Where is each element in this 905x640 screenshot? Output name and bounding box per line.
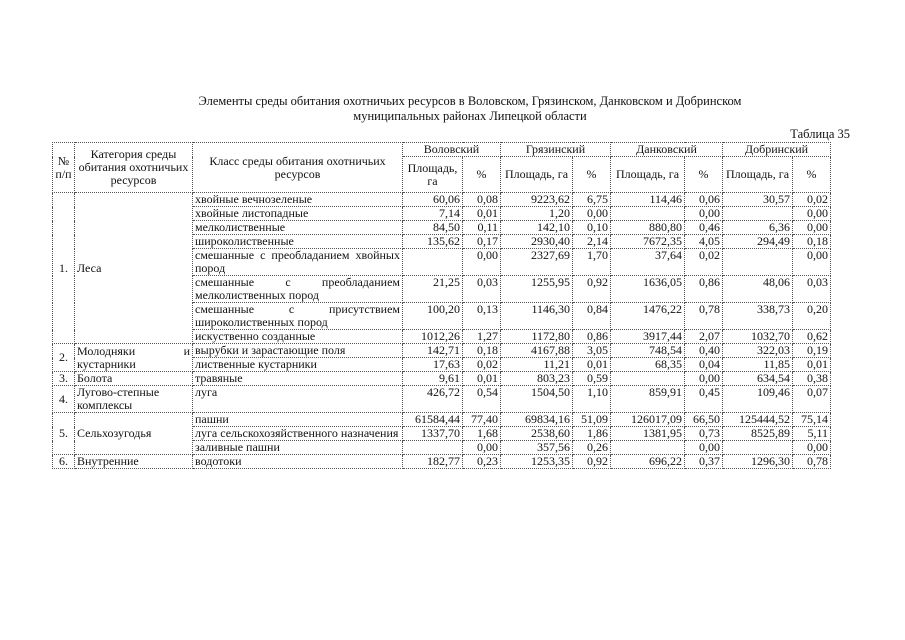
area-value: 100,20 [403, 303, 463, 330]
header-percent: % [463, 157, 501, 193]
row-category: Лугово-степные комплексы [75, 386, 193, 413]
percent-value: 0,18 [463, 344, 501, 358]
area-value: 1255,95 [501, 276, 573, 303]
area-value: 294,49 [723, 235, 793, 249]
area-value: 7672,35 [611, 235, 685, 249]
percent-value: 5,11 [793, 427, 831, 441]
percent-value: 0,73 [685, 427, 723, 441]
area-value [723, 249, 793, 276]
row-category: Леса [75, 193, 193, 344]
area-value [611, 372, 685, 386]
table-number: Таблица 35 [790, 127, 850, 141]
row-number: 3. [53, 372, 75, 386]
header-area: Площадь, га [403, 157, 463, 193]
row-class: лиственные кустарники [193, 358, 403, 372]
table-row [53, 372, 831, 386]
row-category: Сельхозугодья [75, 413, 193, 455]
percent-value: 0,18 [793, 235, 831, 249]
percent-value: 0,20 [793, 303, 831, 330]
percent-value: 0,54 [463, 386, 501, 413]
percent-value: 1,10 [573, 386, 611, 413]
row-class: водотоки [193, 455, 403, 469]
row-class: искуственно созданные [193, 330, 403, 344]
header-percent: % [793, 157, 831, 193]
area-value: 4167,88 [501, 344, 573, 358]
row-number: 6. [53, 455, 75, 469]
percent-value: 0,06 [685, 193, 723, 207]
area-value: 2930,40 [501, 235, 573, 249]
percent-value: 0,00 [793, 207, 831, 221]
area-value: 1337,70 [403, 427, 463, 441]
area-value: 114,46 [611, 193, 685, 207]
percent-value: 0,01 [573, 358, 611, 372]
header-district: Добринский [723, 143, 831, 157]
percent-value: 0,01 [463, 207, 501, 221]
area-value: 803,23 [501, 372, 573, 386]
percent-value: 0,00 [573, 207, 611, 221]
percent-value: 77,40 [463, 413, 501, 427]
percent-value: 75,14 [793, 413, 831, 427]
row-class: мелколиственные [193, 221, 403, 235]
area-value: 1504,50 [501, 386, 573, 413]
row-class: луга [193, 386, 403, 413]
area-value: 1253,35 [501, 455, 573, 469]
area-value: 6,36 [723, 221, 793, 235]
percent-value: 0,00 [793, 441, 831, 455]
percent-value: 0,11 [463, 221, 501, 235]
row-number: 2. [53, 344, 75, 372]
area-value: 696,22 [611, 455, 685, 469]
area-value [723, 207, 793, 221]
area-value: 48,06 [723, 276, 793, 303]
area-value: 142,71 [403, 344, 463, 358]
percent-value: 0,84 [573, 303, 611, 330]
area-value: 9,61 [403, 372, 463, 386]
header-row [53, 143, 831, 157]
row-class: смешанные с присутствием широколиственных пород [193, 303, 403, 330]
area-value [403, 249, 463, 276]
header-district: Воловский [403, 143, 501, 157]
row-class: хвойные вечнозеленые [193, 193, 403, 207]
percent-value: 0,92 [573, 276, 611, 303]
percent-value: 1,27 [463, 330, 501, 344]
table-row [53, 413, 831, 427]
area-value: 1146,30 [501, 303, 573, 330]
row-class: смешанные с преобладанием мелколиственных пород [193, 276, 403, 303]
percent-value: 0,19 [793, 344, 831, 358]
percent-value: 0,62 [793, 330, 831, 344]
area-value: 84,50 [403, 221, 463, 235]
area-value: 1172,80 [501, 330, 573, 344]
percent-value: 0,23 [463, 455, 501, 469]
header-district: Данковский [611, 143, 723, 157]
header-percent: % [685, 157, 723, 193]
area-value: 2327,69 [501, 249, 573, 276]
percent-value: 0,02 [463, 358, 501, 372]
area-value [723, 441, 793, 455]
header-class: Класс среды обитания охотничьих ресурсов [193, 143, 403, 193]
area-value: 3917,44 [611, 330, 685, 344]
percent-value: 0,00 [685, 441, 723, 455]
area-value: 109,46 [723, 386, 793, 413]
percent-value: 0,03 [793, 276, 831, 303]
row-class: смешанные с преобладанием хвойных пород [193, 249, 403, 276]
percent-value: 0,01 [793, 358, 831, 372]
area-value: 17,63 [403, 358, 463, 372]
area-value: 182,77 [403, 455, 463, 469]
area-value: 1032,70 [723, 330, 793, 344]
row-category: Молодняки и кустарники [75, 344, 193, 372]
area-value [611, 441, 685, 455]
area-value: 30,57 [723, 193, 793, 207]
row-class: травяные [193, 372, 403, 386]
area-value: 322,03 [723, 344, 793, 358]
percent-value: 1,86 [573, 427, 611, 441]
row-class: вырубки и зарастающие поля [193, 344, 403, 358]
area-value: 7,14 [403, 207, 463, 221]
percent-value: 0,02 [793, 193, 831, 207]
area-value: 11,85 [723, 358, 793, 372]
percent-value: 0,01 [463, 372, 501, 386]
percent-value: 0,92 [573, 455, 611, 469]
table-row [53, 193, 831, 207]
area-value: 21,25 [403, 276, 463, 303]
percent-value: 3,05 [573, 344, 611, 358]
area-value: 1636,05 [611, 276, 685, 303]
percent-value: 0,40 [685, 344, 723, 358]
percent-value: 6,75 [573, 193, 611, 207]
percent-value: 1,70 [573, 249, 611, 276]
percent-value: 0,45 [685, 386, 723, 413]
percent-value: 2,14 [573, 235, 611, 249]
area-value: 634,54 [723, 372, 793, 386]
row-number: 1. [53, 193, 75, 344]
area-value: 11,21 [501, 358, 573, 372]
habitat-table [52, 142, 831, 469]
percent-value: 0,37 [685, 455, 723, 469]
table-title-line-1: Элементы среды обитания охотничьих ресурсов в Воловском, Грязинском, Данковском и Добринском [198, 94, 742, 108]
percent-value: 0,00 [685, 207, 723, 221]
row-class: пашни [193, 413, 403, 427]
area-value: 1476,22 [611, 303, 685, 330]
area-value [611, 207, 685, 221]
percent-value: 0,00 [685, 372, 723, 386]
percent-value: 0,86 [685, 276, 723, 303]
percent-value: 0,59 [573, 372, 611, 386]
percent-value: 0,17 [463, 235, 501, 249]
header-area: Площадь, га [501, 157, 573, 193]
table-title-line-2: муниципальных районах Липецкой области [353, 109, 587, 123]
area-value: 135,62 [403, 235, 463, 249]
percent-value: 0,26 [573, 441, 611, 455]
percent-value: 0,00 [793, 221, 831, 235]
area-value: 338,73 [723, 303, 793, 330]
percent-value: 0,78 [685, 303, 723, 330]
area-value: 2538,60 [501, 427, 573, 441]
area-value: 142,10 [501, 221, 573, 235]
header-number: № п/п [53, 143, 75, 193]
header-area: Площадь, га [611, 157, 685, 193]
row-class: хвойные листопадные [193, 207, 403, 221]
percent-value: 0,07 [793, 386, 831, 413]
percent-value: 0,38 [793, 372, 831, 386]
percent-value: 0,00 [463, 249, 501, 276]
area-value: 426,72 [403, 386, 463, 413]
header-district: Грязинский [501, 143, 611, 157]
area-value: 1381,95 [611, 427, 685, 441]
percent-value: 0,86 [573, 330, 611, 344]
percent-value: 2,07 [685, 330, 723, 344]
area-value: 68,35 [611, 358, 685, 372]
area-value: 859,91 [611, 386, 685, 413]
row-number: 4. [53, 386, 75, 413]
header-category: Категория среды обитания охотничьих ресурсов [75, 143, 193, 193]
row-number: 5. [53, 413, 75, 455]
area-value: 61584,44 [403, 413, 463, 427]
table-row [53, 386, 831, 413]
area-value: 125444,52 [723, 413, 793, 427]
table-row [53, 455, 831, 469]
area-value: 8525,89 [723, 427, 793, 441]
area-value: 37,64 [611, 249, 685, 276]
percent-value: 0,08 [463, 193, 501, 207]
percent-value: 0,04 [685, 358, 723, 372]
percent-value: 0,78 [793, 455, 831, 469]
area-value: 1,20 [501, 207, 573, 221]
area-value: 357,56 [501, 441, 573, 455]
area-value: 9223,62 [501, 193, 573, 207]
row-category: Болота [75, 372, 193, 386]
percent-value: 0,10 [573, 221, 611, 235]
area-value: 60,06 [403, 193, 463, 207]
header-area: Площадь, га [723, 157, 793, 193]
area-value: 126017,09 [611, 413, 685, 427]
percent-value: 0,03 [463, 276, 501, 303]
percent-value: 0,00 [463, 441, 501, 455]
percent-value: 1,68 [463, 427, 501, 441]
row-class: широколиственные [193, 235, 403, 249]
percent-value: 66,50 [685, 413, 723, 427]
percent-value: 51,09 [573, 413, 611, 427]
area-value: 880,80 [611, 221, 685, 235]
percent-value: 0,46 [685, 221, 723, 235]
table-row [53, 344, 831, 358]
area-value: 69834,16 [501, 413, 573, 427]
percent-value: 4,05 [685, 235, 723, 249]
area-value [403, 441, 463, 455]
percent-value: 0,13 [463, 303, 501, 330]
percent-value: 0,02 [685, 249, 723, 276]
row-class: заливные пашни [193, 441, 403, 455]
area-value: 748,54 [611, 344, 685, 358]
header-percent: % [573, 157, 611, 193]
percent-value: 0,00 [793, 249, 831, 276]
row-category: Внутренние [75, 455, 193, 469]
area-value: 1296,30 [723, 455, 793, 469]
row-class: луга сельскохозяйственного назначения [193, 427, 403, 441]
area-value: 1012,26 [403, 330, 463, 344]
